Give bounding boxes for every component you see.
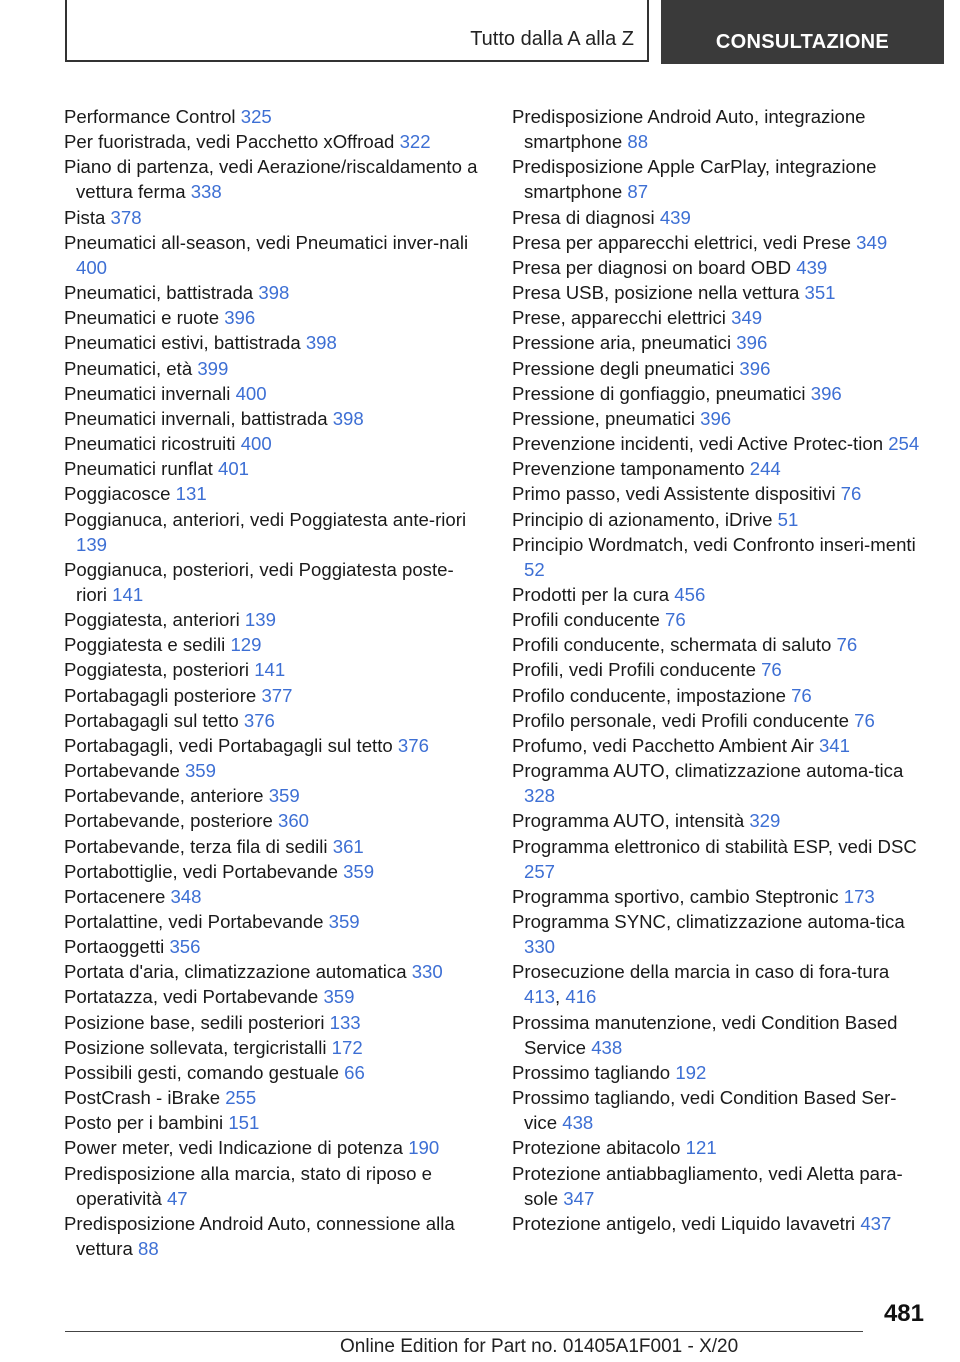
- index-entry-term: Pneumatici runflat: [64, 458, 213, 480]
- page-reference-link[interactable]: 88: [138, 1238, 159, 1260]
- page-reference-link[interactable]: 66: [344, 1061, 365, 1083]
- index-entry: [512, 657, 922, 682]
- page-reference-link[interactable]: 52: [524, 558, 545, 580]
- page-reference-link[interactable]: 151: [228, 1112, 260, 1134]
- page-reference-link[interactable]: 87: [627, 181, 649, 203]
- page-reference-link[interactable]: 400: [240, 433, 272, 455]
- index-entry: [64, 129, 484, 154]
- index-entry-term: Pressione degli pneumatici: [512, 357, 735, 379]
- page-reference-link[interactable]: 396: [700, 407, 732, 429]
- index-entry: [64, 733, 484, 758]
- index-entry-term: Prevenzione tamponamento: [512, 458, 745, 480]
- page-reference-link[interactable]: 254: [888, 433, 920, 455]
- page-reference-link[interactable]: 328: [524, 785, 556, 807]
- page-reference-link[interactable]: 398: [305, 332, 337, 354]
- index-entry-term: Prossimo tagliando: [512, 1061, 671, 1083]
- section-title: Tutto dalla A alla Z: [470, 28, 634, 50]
- index-entry-term: Pneumatici invernali, battistrada: [64, 407, 328, 429]
- index-entry: [64, 683, 484, 708]
- index-entry-term: Prossima manutenzione, vedi Condition Based Service: [512, 1011, 898, 1058]
- index-entry-term: Portacenere: [64, 885, 166, 907]
- index-entry-term: Prevenzione incidenti, vedi Active Protec-tion: [512, 433, 884, 455]
- page-reference-link[interactable]: 347: [563, 1187, 595, 1209]
- index-entry-term: Portabevande, posteriore: [64, 810, 273, 832]
- page-reference-link[interactable]: 400: [235, 382, 267, 404]
- index-entry: [64, 481, 484, 506]
- page-reference-link[interactable]: 255: [225, 1087, 257, 1109]
- index-entry: [64, 356, 484, 381]
- index-entry: [64, 984, 484, 1009]
- index-entry: [64, 381, 484, 406]
- index-entry: [64, 708, 484, 733]
- index-entry-term: Portata d'aria, climatizzazione automatica: [64, 961, 407, 983]
- index-entry: [512, 1135, 922, 1160]
- page-reference-link[interactable]: 330: [524, 936, 556, 958]
- index-entry: [512, 632, 922, 657]
- page-reference-link[interactable]: 377: [261, 684, 293, 706]
- index-entry-term: Principio di azionamento, iDrive: [512, 508, 773, 530]
- page-reference-link[interactable]: 341: [818, 734, 850, 756]
- index-entry: [64, 280, 484, 305]
- page-reference-link[interactable]: 192: [675, 1061, 707, 1083]
- index-column-left: [64, 104, 484, 1261]
- index-entry: [64, 1060, 484, 1085]
- page-reference-link[interactable]: 172: [331, 1036, 363, 1058]
- index-entry-term: Power meter, vedi Indicazione di potenza: [64, 1137, 404, 1159]
- page-reference-link[interactable]: 338: [190, 181, 222, 203]
- index-entry-term: Portabevande: [64, 760, 180, 782]
- index-entry: [64, 205, 484, 230]
- index-entry-term: Performance Control: [64, 106, 236, 127]
- page-reference-link[interactable]: 76: [761, 659, 782, 681]
- index-entry-term: Poggiatesta, anteriori: [64, 609, 240, 631]
- page-reference-link[interactable]: 330: [411, 961, 443, 983]
- index-entry: [512, 1010, 922, 1060]
- index-entry: [64, 1135, 484, 1160]
- index-entry: [512, 1060, 922, 1085]
- index-entry: [64, 884, 484, 909]
- index-entry: Prosecuzione della marcia in caso di fora-tura 413, 416: [512, 961, 890, 1008]
- index-entry-term: Presa di diagnosi: [512, 206, 655, 228]
- page-reference-link[interactable]: 329: [749, 810, 781, 832]
- index-entry: [512, 683, 922, 708]
- page-reference-link[interactable]: 76: [664, 609, 686, 631]
- index-entry-term: Presa per apparecchi elettrici, vedi Prese: [512, 231, 851, 253]
- index-entry: [512, 1161, 922, 1211]
- index-entry: [512, 507, 922, 532]
- index-entry: [64, 431, 484, 456]
- index-entry: [64, 1211, 484, 1261]
- page-reference-link[interactable]: 439: [796, 256, 828, 278]
- page-reference-link[interactable]: 141: [254, 659, 286, 681]
- index-entry-term: Protezione antiabbagliamento, vedi Aletta para-sole: [512, 1162, 903, 1209]
- index-entry-term: Prossimo tagliando, vedi Condition Based Ser-vice: [512, 1087, 897, 1134]
- page-reference-link[interactable]: 76: [854, 709, 875, 731]
- index-entry: [512, 456, 922, 481]
- index-column-right: [512, 104, 922, 1236]
- index-entry: [512, 104, 922, 154]
- index-entry-term: Prese, apparecchi elettrici: [512, 307, 726, 329]
- index-entry-term: Posizione sollevata, tergicristalli: [64, 1036, 327, 1058]
- index-entry: [512, 532, 922, 582]
- index-entry-term: Pneumatici, battistrada: [64, 282, 254, 304]
- index-entry: [64, 834, 484, 859]
- index-entry: [64, 1085, 484, 1110]
- index-entry: [64, 808, 484, 833]
- page-reference-link[interactable]: 173: [843, 885, 875, 907]
- index-entry-term: Pneumatici ricostruiti: [64, 433, 236, 455]
- index-entry: [64, 406, 484, 431]
- index-entry: [64, 1161, 484, 1211]
- index-entry-term: Profili, vedi Profili conducente: [512, 659, 756, 681]
- section-tab: CONSULTAZIONE: [661, 0, 944, 64]
- page-reference-link[interactable]: 359: [184, 760, 216, 782]
- page-reference-link[interactable]: 359: [268, 785, 300, 807]
- index-entry: [64, 154, 484, 204]
- index-entry-term: Poggianuca, anteriori, vedi Poggiatesta ante-riori: [64, 508, 467, 530]
- page-reference-link[interactable]: 349: [856, 231, 888, 253]
- index-entry: [512, 582, 922, 607]
- index-entry-term: Programma AUTO, climatizzazione automa-tica: [512, 760, 904, 782]
- index-entry: [512, 1085, 922, 1135]
- index-entry-term: Poggiatesta e sedili: [64, 634, 226, 656]
- index-entry: [512, 607, 922, 632]
- index-entry: [64, 305, 484, 330]
- index-entry-term: Poggiacosce: [64, 483, 171, 505]
- page-reference-link[interactable]: 88: [627, 131, 649, 153]
- index-entry-term: Posto per i bambini: [64, 1112, 224, 1134]
- index-entry: [64, 959, 484, 984]
- index-entry: [64, 557, 484, 607]
- index-entry: [64, 104, 484, 129]
- index-entry-term: Portaoggetti: [64, 936, 165, 958]
- index-entry-term: Programma SYNC, climatizzazione automa-tica: [512, 911, 905, 932]
- index-entry-term: Pressione di gonfiaggio, pneumatici: [512, 382, 806, 404]
- index-entry-term: Protezione antigelo, vedi Liquido lavavetri: [512, 1212, 856, 1234]
- page-reference-link[interactable]: 438: [562, 1112, 594, 1134]
- index-entry-term: Posizione base, sedili posteriori: [64, 1011, 325, 1033]
- index-entry-term: Portabagagli, vedi Portabagagli sul tetto: [64, 734, 393, 756]
- page-reference-link[interactable]: 244: [749, 458, 781, 480]
- index-entry: [512, 280, 922, 305]
- index-entry-term: Programma AUTO, intensità: [512, 810, 745, 832]
- page-reference-link[interactable]: 356: [169, 936, 201, 958]
- page-reference-link[interactable]: 47: [166, 1187, 188, 1209]
- index-entry: [512, 255, 922, 280]
- index-entry: [64, 1010, 484, 1035]
- page-reference-link[interactable]: 401: [218, 458, 250, 480]
- index-entry: [512, 406, 922, 431]
- index-entry-term: Pressione, pneumatici: [512, 407, 695, 429]
- index-entry-term: Presa USB, posizione nella vettura: [512, 282, 800, 304]
- index-entry-term: Poggiatesta, posteriori: [64, 659, 250, 681]
- index-entry: [512, 481, 922, 506]
- page-reference-link[interactable]: 351: [804, 282, 836, 304]
- page-reference-link[interactable]: 396: [810, 382, 842, 404]
- index-entry: [512, 230, 922, 255]
- page-reference-link[interactable]: 413: [524, 986, 556, 1008]
- page-reference-link[interactable]: 378: [110, 206, 142, 228]
- index-entry-term: Programma sportivo, cambio Steptronic: [512, 885, 839, 907]
- index-entry: [512, 356, 922, 381]
- page-reference-link[interactable]: 439: [659, 206, 691, 228]
- index-entry-term: Profilo conducente, impostazione: [512, 684, 786, 706]
- page-reference-link[interactable]: 129: [230, 634, 262, 656]
- page-reference-link[interactable]: 398: [258, 282, 290, 304]
- index-entry: [64, 934, 484, 959]
- page-reference-link[interactable]: 456: [674, 583, 706, 605]
- index-entry-term: Profumo, vedi Pacchetto Ambient Air: [512, 734, 814, 756]
- page-reference-link[interactable]: 416: [565, 986, 597, 1008]
- index-entry-term: Pneumatici, età: [64, 357, 193, 379]
- index-entry: [64, 859, 484, 884]
- index-entry-term: Piano di partenza, vedi Aerazione/riscaldamento a vettura ferma: [64, 156, 478, 203]
- index-entry-term: Pneumatici e ruote: [64, 307, 220, 329]
- page-reference-link[interactable]: 359: [343, 860, 375, 882]
- index-entry: [64, 657, 484, 682]
- index-entry-term: Profilo personale, vedi Profili conducente: [512, 709, 849, 731]
- page-reference-link[interactable]: 121: [685, 1137, 717, 1159]
- index-entry: [512, 381, 922, 406]
- index-entry-term: Pneumatici estivi, battistrada: [64, 332, 301, 354]
- index-entry-term: Prosecuzione della marcia in caso di fora-tura: [512, 961, 890, 983]
- index-entry: [64, 909, 484, 934]
- index-entry-term: Presa per diagnosi on board OBD: [512, 256, 792, 278]
- index-entry: [512, 305, 922, 330]
- page-reference-link[interactable]: 76: [791, 684, 812, 706]
- index-entry-term: Pneumatici all-season, vedi Pneumatici inver-nali: [64, 231, 469, 253]
- index-entry: [64, 330, 484, 355]
- index-entry-term: Prodotti per la cura: [512, 583, 670, 605]
- page-reference-link[interactable]: 76: [840, 483, 862, 505]
- index-entry-term: Principio Wordmatch, vedi Confronto inseri-menti: [512, 533, 916, 555]
- index-entry-term: Predisposizione Apple CarPlay, integrazione smartphone: [512, 156, 877, 203]
- footer-divider: [65, 1331, 863, 1332]
- index-entry: [512, 808, 922, 833]
- index-entry: [512, 884, 922, 909]
- index-entry: [64, 230, 484, 280]
- page-reference-link[interactable]: 398: [332, 407, 364, 429]
- index-entry-term: Predisposizione Android Auto, connessione alla vettura: [64, 1212, 455, 1260]
- page-reference-link[interactable]: 139: [244, 609, 276, 631]
- page-reference-link[interactable]: 190: [408, 1137, 440, 1159]
- index-entry: [512, 1211, 922, 1236]
- page-number: 481: [883, 1300, 924, 1327]
- page-reference-link[interactable]: 141: [112, 583, 144, 605]
- index-entry: [64, 607, 484, 632]
- index-entry: [512, 758, 922, 808]
- index-entry-term: Poggianuca, posteriori, vedi Poggiatesta poste-riori: [64, 558, 454, 605]
- page-reference-link[interactable]: 257: [524, 860, 556, 882]
- page-reference-link[interactable]: 396: [736, 332, 768, 354]
- index-entry-term: Portabagagli posteriore: [64, 684, 257, 706]
- index-entry: [512, 431, 922, 456]
- page-reference-link[interactable]: 361: [332, 835, 364, 857]
- index-entry-term: Portabottiglie, vedi Portabevande: [64, 860, 338, 882]
- page-reference-link[interactable]: 325: [240, 106, 272, 127]
- index-entry-term: Predisposizione alla marcia, stato di riposo e operatività: [64, 1162, 432, 1209]
- index-entry: [512, 909, 922, 959]
- index-entry-term: Predisposizione Android Auto, integrazione smartphone: [512, 106, 866, 153]
- index-entry-term: Profili conducente: [512, 609, 660, 631]
- page-reference-link[interactable]: 376: [243, 709, 275, 731]
- page-reference-link[interactable]: 360: [277, 810, 310, 832]
- index-entry-term: Pressione aria, pneumatici: [512, 332, 732, 354]
- index-entry: [512, 330, 922, 355]
- index-entry: [64, 507, 484, 557]
- page-reference-link[interactable]: 438: [591, 1036, 623, 1058]
- index-entry-term: Portatazza, vedi Portabevande: [64, 986, 319, 1008]
- page-reference-link[interactable]: 51: [777, 508, 799, 530]
- index-entry: [512, 205, 922, 230]
- page-reference-link[interactable]: 437: [860, 1212, 892, 1234]
- index-entry: [64, 783, 484, 808]
- index-entry-term: Pneumatici invernali: [64, 382, 231, 404]
- index-entry: [512, 834, 922, 884]
- page-reference-link[interactable]: 376: [397, 734, 429, 756]
- edition-footer: Online Edition for Part no. 01405A1F001 - X/20: [340, 1336, 739, 1357]
- page-reference-link[interactable]: 400: [76, 256, 108, 278]
- index-entry-term: Per fuoristrada, vedi Pacchetto xOffroad: [64, 131, 395, 153]
- index-entry-term: Primo passo, vedi Assistente dispositivi: [512, 483, 836, 505]
- index-entry-term: Portabagagli sul tetto: [64, 709, 239, 731]
- page-reference-link[interactable]: 133: [329, 1011, 361, 1033]
- page-reference-link[interactable]: 399: [197, 357, 229, 379]
- index-entry-term: Profili conducente, schermata di saluto: [512, 634, 832, 656]
- index-entry-term: Programma elettronico di stabilità ESP, vedi DSC: [512, 835, 917, 857]
- page-reference-link[interactable]: 396: [739, 357, 771, 379]
- page-reference-link[interactable]: 359: [323, 986, 355, 1008]
- index-entry: [64, 456, 484, 481]
- index-entry-term: Portabevande, anteriore: [64, 785, 264, 807]
- index-entry: [64, 758, 484, 783]
- page-reference-link[interactable]: 359: [328, 911, 360, 932]
- index-entry: [512, 708, 922, 733]
- page-reference-link[interactable]: 396: [224, 307, 256, 329]
- index-entry: [64, 1110, 484, 1135]
- index-entry-term: Protezione abitacolo: [512, 1137, 681, 1159]
- index-entry-term: Possibili gesti, comando gestuale: [64, 1061, 339, 1083]
- index-entry: [512, 733, 922, 758]
- page-reference-link[interactable]: 349: [731, 307, 763, 329]
- page-reference-link[interactable]: 348: [170, 885, 202, 907]
- page-reference-link[interactable]: 139: [76, 533, 108, 555]
- index-entry-term: PostCrash - iBrake: [64, 1087, 221, 1109]
- index-entry: [64, 632, 484, 657]
- index-entry: [64, 1035, 484, 1060]
- page-reference-link[interactable]: 76: [836, 634, 858, 656]
- index-entry-term: Portalattine, vedi Portabevande: [64, 911, 324, 932]
- page-reference-link[interactable]: 131: [175, 483, 207, 505]
- page-reference-link[interactable]: 322: [399, 131, 431, 153]
- index-entry-term: Portabevande, terza fila di sedili: [64, 835, 328, 857]
- index-entry-term: Pista: [64, 206, 106, 228]
- index-entry: [512, 154, 922, 204]
